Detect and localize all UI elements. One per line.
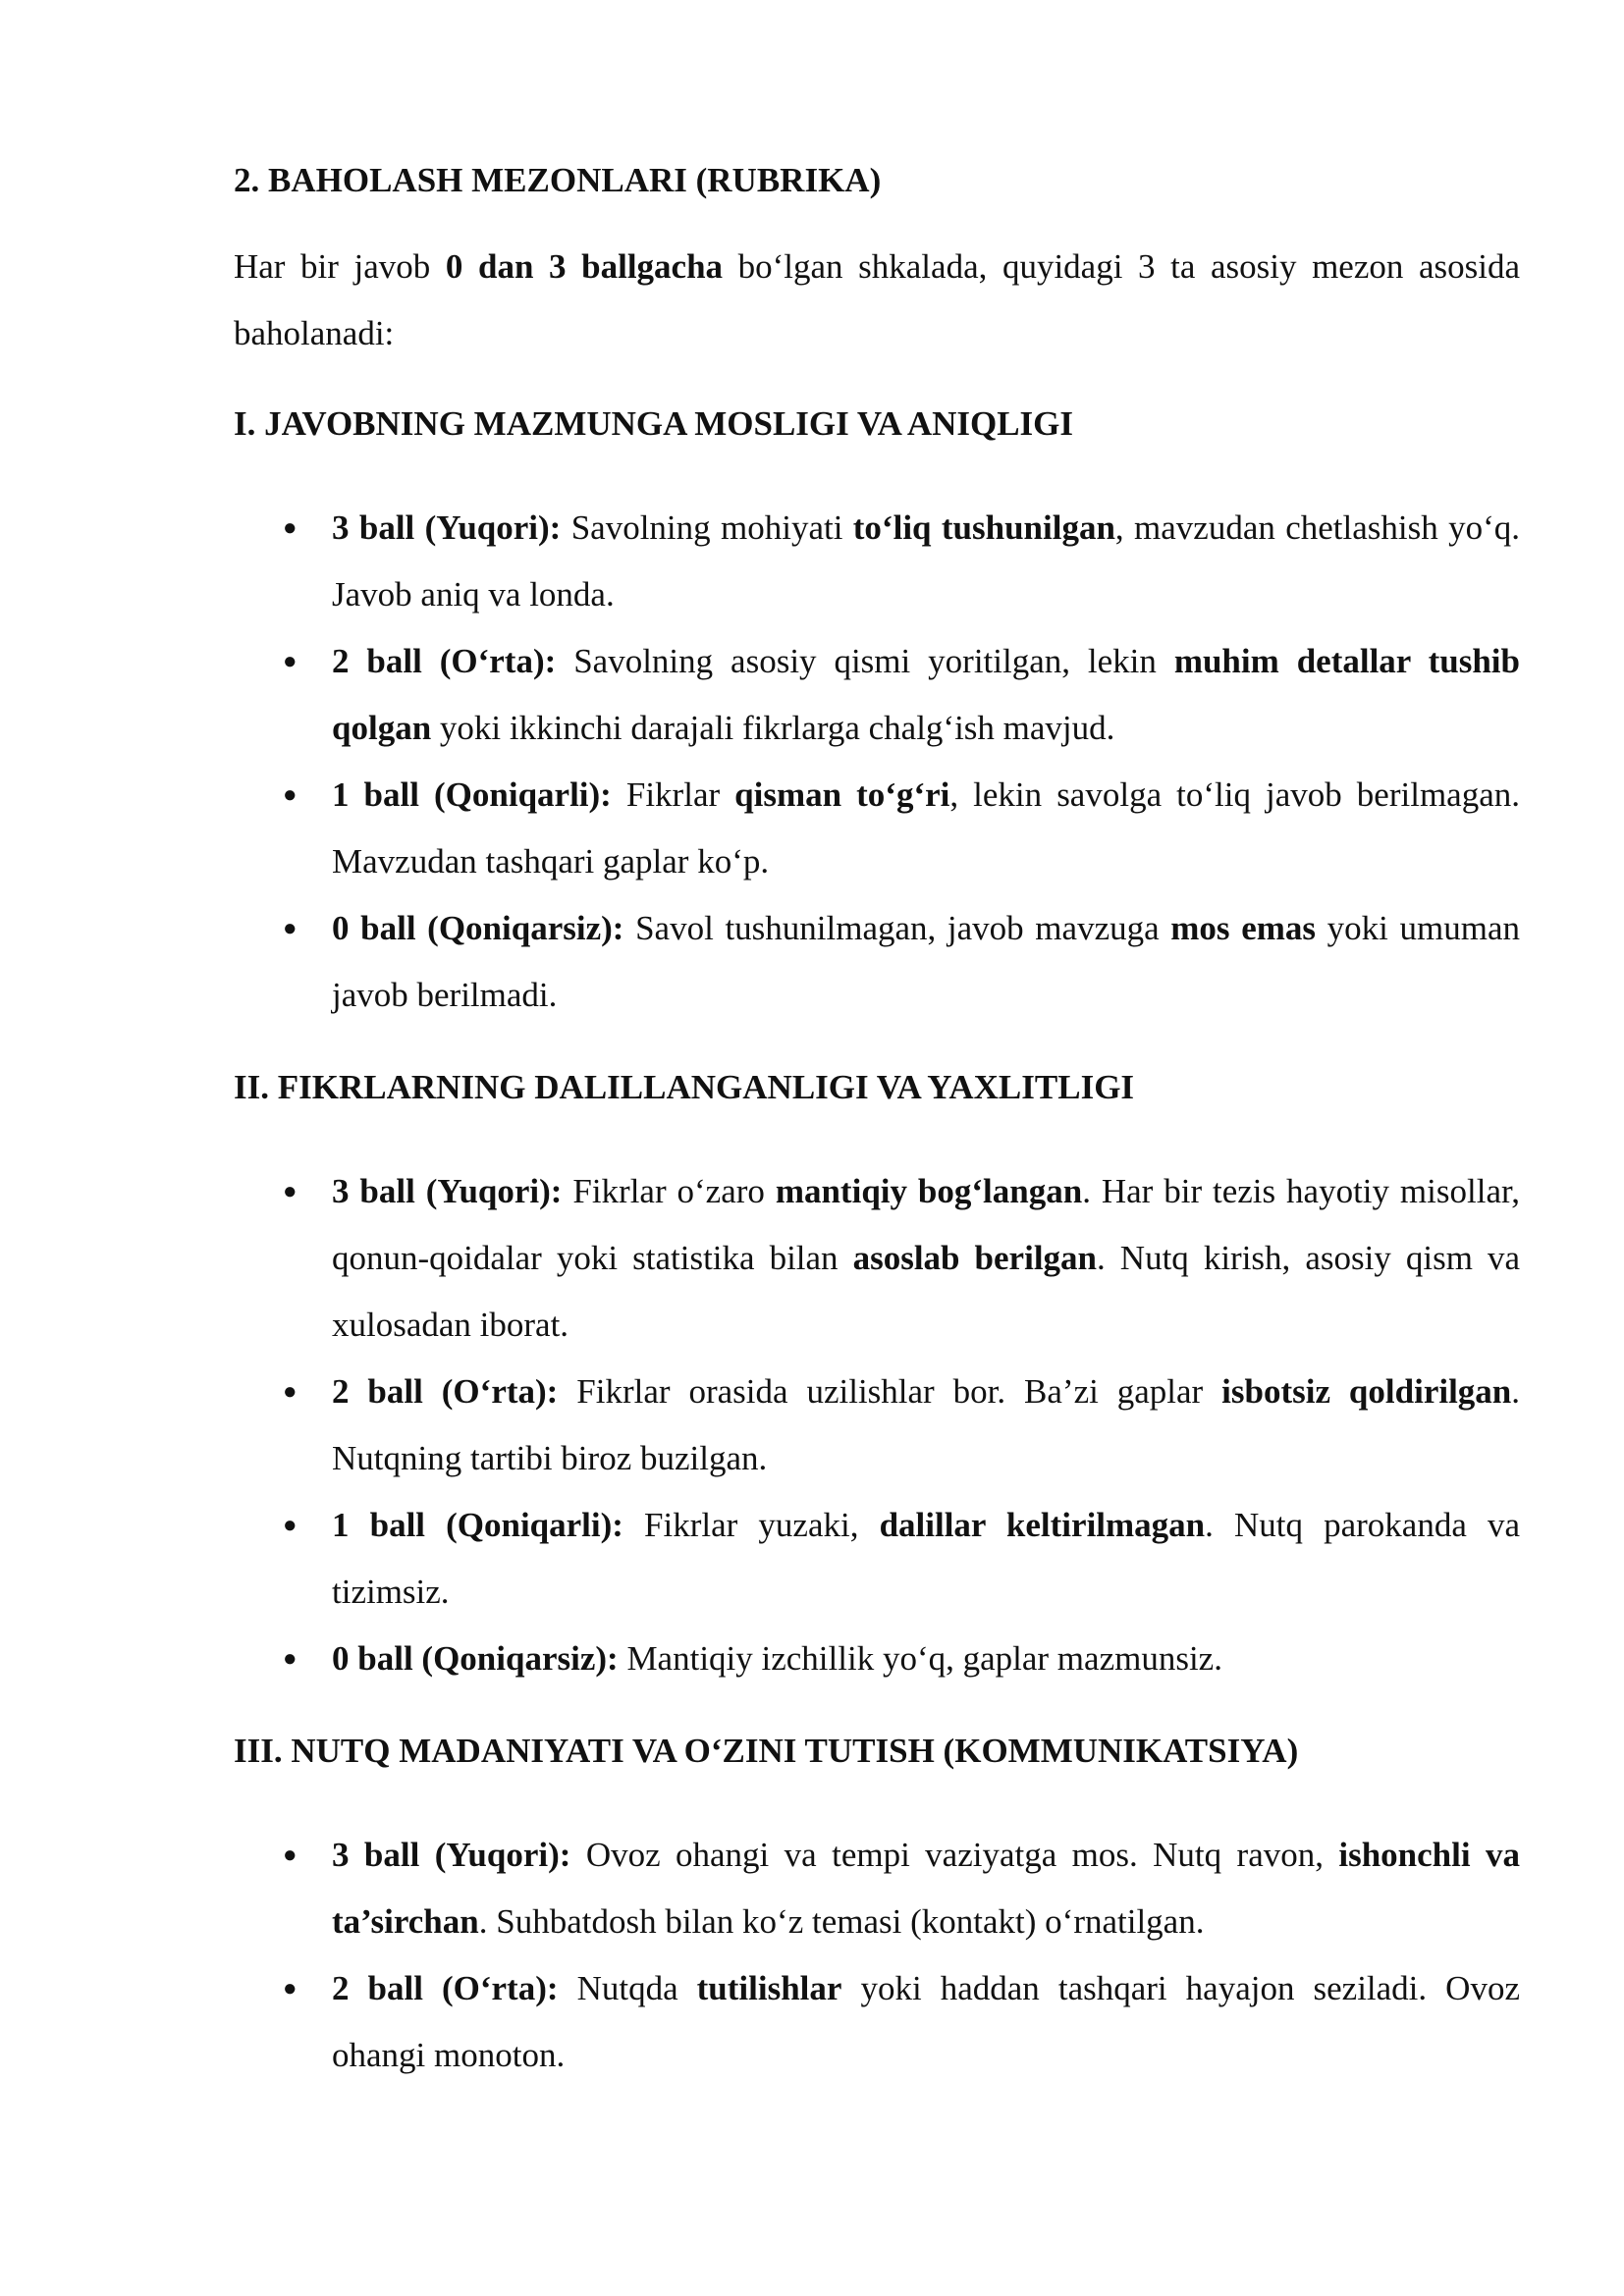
bullet-icon: ● [283,649,298,674]
section-heading: II. FIKRLARNING DALILLANGANLIGI VA YAXLITLIGI [234,1068,1135,1106]
bold-text-run: 0 ball (Qoniqarsiz): [332,909,624,947]
text-run: Savolning asosiy qismi yoritilgan, lekin [556,642,1174,680]
bold-text-run: asoslab berilgan [852,1239,1098,1277]
section-heading: III. NUTQ MADANIYATI VA O‘ZINI TUTISH (KOMMUNIKATSIYA) [234,1732,1299,1770]
section-heading: I. JAVOBNING MAZMUNGA MOSLIGI VA ANIQLIGI [234,404,1074,443]
criteria-list [234,495,1520,1029]
bold-text-run: 3 ball (Yuqori): [332,1172,563,1210]
intro-paragraph [234,234,1520,367]
bold-text-run: ishonchli va ta’sirchan [332,1836,1520,1941]
bold-text-run: qisman to‘g‘ri [734,775,950,814]
bold-text-run: mos emas [1170,909,1317,947]
bullet-icon: ● [283,1513,298,1538]
text-run: Fikrlar orasida uzilishlar bor. Ba’zi gaplar [558,1372,1222,1411]
rubric-sections [234,391,1520,2089]
bullet-icon: ● [283,1379,298,1405]
text-run: Mantiqiy izchillik yo‘q, gaplar mazmunsiz. [618,1639,1222,1678]
rubric-section [234,1054,1520,1692]
bold-text-run: 1 ball (Qoniqarli): [332,775,612,814]
bold-text-run: 3 ball (Yuqori): [332,1836,571,1874]
bold-text-run: 2 ball (O‘rta): [332,642,557,680]
text-run: yoki ikkinchi darajali fikrlarga chalg‘ish mavjud. [431,709,1115,747]
rubric-section [234,391,1520,1029]
criteria-item [234,1822,1520,1955]
bold-text-run: 0 dan 3 ballgacha [445,247,724,286]
criteria-item [234,1158,1520,1359]
bold-text-run: 0 ball (Qoniqarsiz): [332,1639,619,1678]
rubric-section [234,1718,1520,2089]
text-run: . Nutqning tartibi biroz buzilgan. [332,1372,1521,1477]
bullet-icon: ● [283,1976,298,2002]
bold-text-run: 2 ball (O‘rta): [332,1969,559,2007]
bold-text-run: 1 ball (Qoniqarli): [332,1506,623,1544]
criteria-item [234,495,1520,628]
bold-text-run: dalillar keltirilmagan [879,1506,1206,1544]
text-run: Har bir javob [234,247,446,286]
text-run: bo‘lgan shkalada, quyidagi 3 ta asosiy mezon asosida baholanadi: [234,247,1520,352]
criteria-item [234,762,1520,895]
criteria-item [234,1626,1520,1692]
document-content [234,147,1520,2114]
text-run: , lekin savolga to‘liq javob berilmagan. Mavzudan tashqari gaplar ko‘p. [332,775,1520,881]
text-run: . Suhbatdosh bilan ko‘z temasi (kontakt) o‘rnatilgan. [478,1902,1205,1941]
text-run: Fikrlar yuzaki, [623,1506,880,1544]
bullet-icon: ● [283,1179,298,1204]
criteria-item [234,895,1520,1029]
criteria-item [234,1955,1520,2089]
text-run: yoki umuman javob berilmadi. [332,909,1520,1014]
text-run: Fikrlar [611,775,735,814]
text-run: . Nutq parokanda va tizimsiz. [332,1506,1520,1611]
criteria-item [234,1359,1520,1492]
bullet-icon: ● [283,1842,298,1868]
criteria-list [234,1158,1520,1692]
text-run: Savolning mohiyati [561,508,853,547]
text-run: yoki haddan tashqari hayajon seziladi. Ovoz ohangi monoton. [332,1969,1520,2074]
text-run: , mavzudan chetlashish yo‘q. Javob aniq va londa. [332,508,1520,614]
text-run: Nutqda [558,1969,697,2007]
text-run: Savol tushunilmagan, javob mavzuga [623,909,1171,947]
text-run: Fikrlar o‘zaro [562,1172,776,1210]
criteria-list [234,1822,1520,2089]
text-run: Ovoz ohangi va tempi vaziyatga mos. Nutq ravon, [570,1836,1339,1874]
bold-text-run: muhim detallar tushib qolgan [332,642,1521,747]
bold-text-run: 3 ball (Yuqori): [332,508,562,547]
bullet-icon: ● [283,782,298,808]
bold-text-run: 2 ball (O‘rta): [332,1372,559,1411]
bullet-icon: ● [283,515,298,541]
bold-text-run: mantiqiy bog‘langan [775,1172,1083,1210]
bold-text-run: tutilishlar [696,1969,842,2007]
bold-text-run: isbotsiz qoldirilgan [1221,1372,1512,1411]
bullet-icon: ● [283,916,298,941]
criteria-item [234,1492,1520,1626]
bullet-icon: ● [283,1646,298,1672]
criteria-item [234,628,1520,762]
text-run: . Nutq kirish, asosiy qism va xulosadan iborat. [332,1239,1520,1344]
document-title: 2. BAHOLASH MEZONLARI (RUBRIKA) [234,161,882,199]
text-run: . Har bir tezis hayotiy misollar, qonun-qoidalar yoki statistika bilan [332,1172,1520,1277]
bold-text-run: to‘liq tushunilgan [852,508,1115,547]
